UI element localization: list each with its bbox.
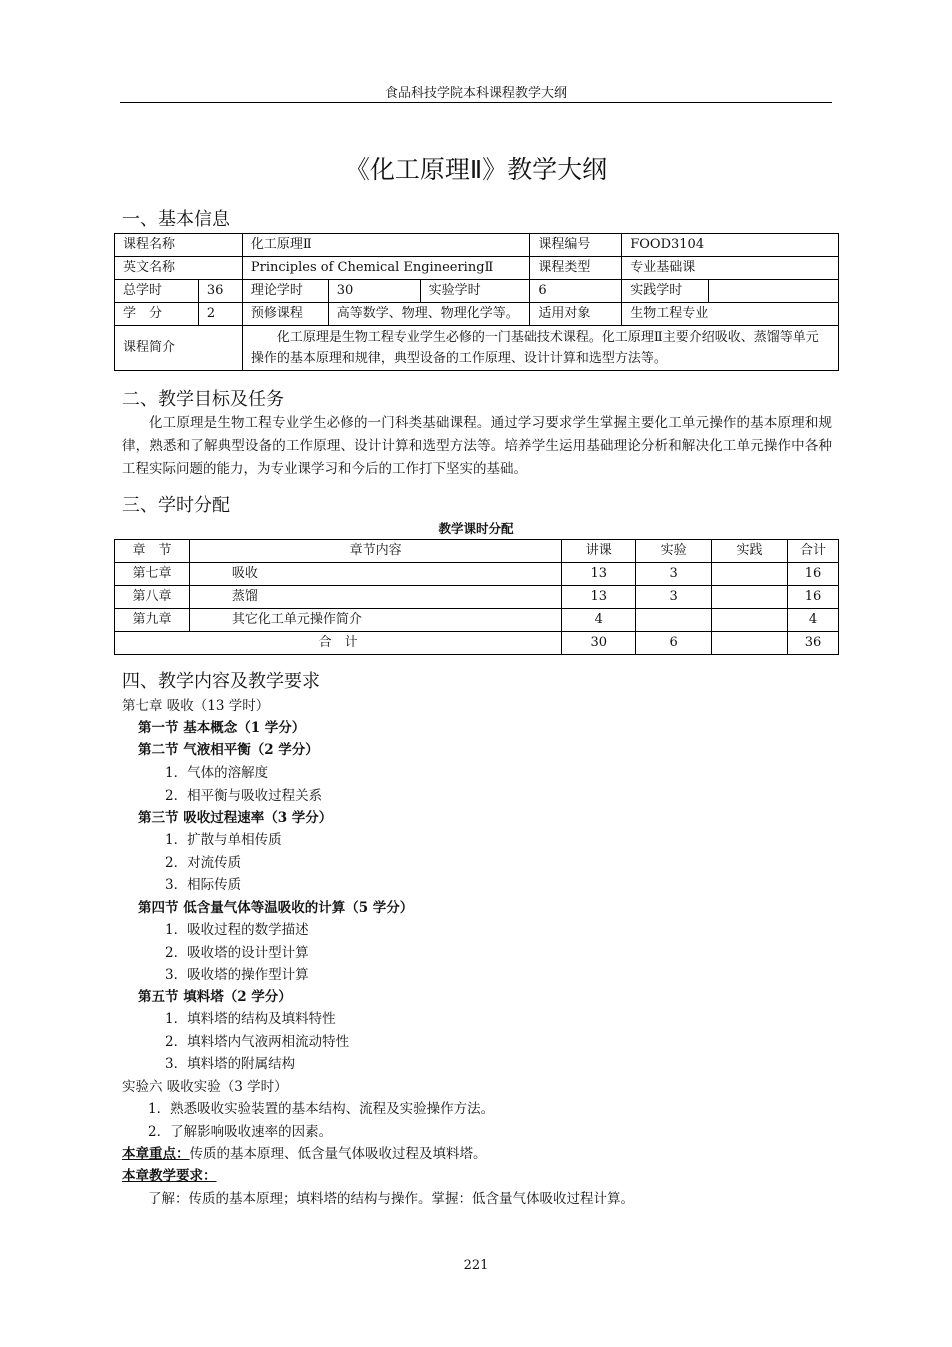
target-value: 生物工程专业 [622,303,839,326]
row-experiment: 3 [636,563,712,586]
row-lecture: 13 [562,563,636,586]
list-item: 1．扩散与单相传质 [165,832,282,848]
credit-value: 2 [198,303,242,326]
section-heading: 第一节 基本概念（1 学分） [138,720,306,736]
course-name-value: 化工原理Ⅱ [242,234,530,257]
row-content: 吸收 [189,563,561,586]
table-row [115,563,839,586]
exp-hours-value: 6 [530,280,622,303]
row-total: 16 [788,586,839,609]
list-item: 1．熟悉吸收实验装置的基本结构、流程及实验操作方法。 [148,1101,495,1117]
row-lecture: 13 [562,586,636,609]
theory-hours-label: 理论学时 [242,280,328,303]
total-label: 合 计 [115,632,562,655]
practice-hours-value [709,280,839,303]
section-goals: 二、教学目标及任务 [122,389,284,410]
row-lecture: 4 [562,609,636,632]
chapter-heading: 第七章 吸收（13 学时） [122,698,270,714]
list-item: 2．相平衡与吸收过程关系 [165,788,323,804]
row-experiment: 3 [636,586,712,609]
theory-hours-value: 30 [328,280,420,303]
intro-value: 化工原理是生物工程专业学生必修的一门基础技术课程。化工原理Ⅱ主要介绍吸收、蒸馏等单元操作的基本原理和规律，典型设备的工作原理、设计计算和选型方法等。 [242,326,838,371]
english-name-value: Principles of Chemical EngineeringⅡ [242,257,530,280]
header-lecture: 讲课 [562,540,636,563]
row-chapter: 第七章 [115,563,190,586]
list-item: 2．了解影响吸收速率的因素。 [148,1124,333,1140]
requirements-text: 了解：传质的基本原理；填料塔的结构与操作。掌握：低含量气体吸收过程计算。 [148,1191,634,1207]
list-item: 2．吸收塔的设计型计算 [165,945,309,961]
total-lecture: 30 [562,632,636,655]
list-item: 3．填料塔的附属结构 [165,1056,296,1072]
header-experiment: 实验 [636,540,712,563]
course-code-value: FOOD3104 [622,234,839,257]
list-item: 3．相际传质 [165,877,242,893]
total-sum: 36 [788,632,839,655]
running-header: 食品科技学院本科课程教学大纲 [384,86,567,101]
course-name-label: 课程名称 [115,234,243,257]
table-row [115,586,839,609]
section-basic-info: 一、基本信息 [122,209,230,230]
row-content: 蒸馏 [189,586,561,609]
goal-paragraph: 化工原理是生物工程专业学生必修的一门科类基础课程。通过学习要求学生掌握主要化工单元操作的基本原理和规律，熟悉和了解典型设备的工作原理、设计计算和选型方法等。培养学生运用基础理论分析和解决化工单元操作中各种工程实际问题的能力，为专业课学习和今后的工作打下坚实的基础。 [122,415,832,477]
exp-hours-label: 实验学时 [420,280,530,303]
hours-total-row [115,632,839,655]
total-hours-label: 总学时 [115,280,199,303]
hours-table [114,539,839,655]
list-item: 1．吸收过程的数学描述 [165,922,309,938]
experiment-heading: 实验六 吸收实验（3 学时） [122,1079,288,1095]
row-practice [712,563,788,586]
course-code-label: 课程编号 [530,234,622,257]
total-practice [712,632,788,655]
list-item: 3．吸收塔的操作型计算 [165,967,309,983]
header-practice: 实践 [712,540,788,563]
header-content: 章节内容 [189,540,561,563]
course-type-label: 课程类型 [530,257,622,280]
document-title: 《化工原理Ⅱ》教学大纲 [344,155,608,184]
row-chapter: 第八章 [115,586,190,609]
target-label: 适用对象 [530,303,622,326]
requirements-heading [122,1166,217,1186]
header-rule [120,102,832,103]
basic-info-table [114,233,839,371]
credit-label: 学 分 [115,303,199,326]
total-experiment: 6 [636,632,712,655]
table-row [115,609,839,632]
section-heading: 第二节 气液相平衡（2 学分） [138,742,319,758]
intro-label: 课程简介 [115,326,243,371]
section-heading: 第五节 填料塔（2 学分） [138,989,292,1005]
row-total: 16 [788,563,839,586]
row-practice [712,586,788,609]
hours-table-caption: 教学课时分配 [438,521,514,536]
prereq-value: 高等数学、物理、物理化学等。 [328,303,530,326]
list-item: 2．填料塔内气液两相流动特性 [165,1034,350,1050]
requirements-label: 本章教学要求： [122,1168,217,1184]
row-chapter: 第九章 [115,609,190,632]
english-name-label: 英文名称 [115,257,243,280]
section-hours: 三、学时分配 [122,495,230,516]
total-hours-value: 36 [198,280,242,303]
header-total: 合计 [788,540,839,563]
row-practice [712,609,788,632]
row-experiment [636,609,712,632]
key-points-text: 传质的基本原理、低含量气体吸收过程及填料塔。 [189,1146,487,1162]
list-item: 1．气体的溶解度 [165,765,269,781]
key-points [122,1144,487,1164]
row-content: 其它化工单元操作简介 [189,609,561,632]
page-number: 221 [463,1258,489,1273]
hours-header-row [115,540,839,563]
list-item: 2．对流传质 [165,855,242,871]
prereq-label: 预修课程 [242,303,328,326]
practice-hours-label: 实践学时 [622,280,709,303]
section-content: 四、教学内容及教学要求 [122,671,320,692]
header-chapter: 章 节 [115,540,190,563]
section-heading: 第四节 低含量气体等温吸收的计算（5 学分） [138,900,414,916]
key-points-label: 本章重点： [122,1146,190,1162]
list-item: 1．填料塔的结构及填料特性 [165,1011,336,1027]
course-type-value: 专业基础课 [622,257,839,280]
row-total: 4 [788,609,839,632]
section-heading: 第三节 吸收过程速率（3 学分） [138,810,333,826]
